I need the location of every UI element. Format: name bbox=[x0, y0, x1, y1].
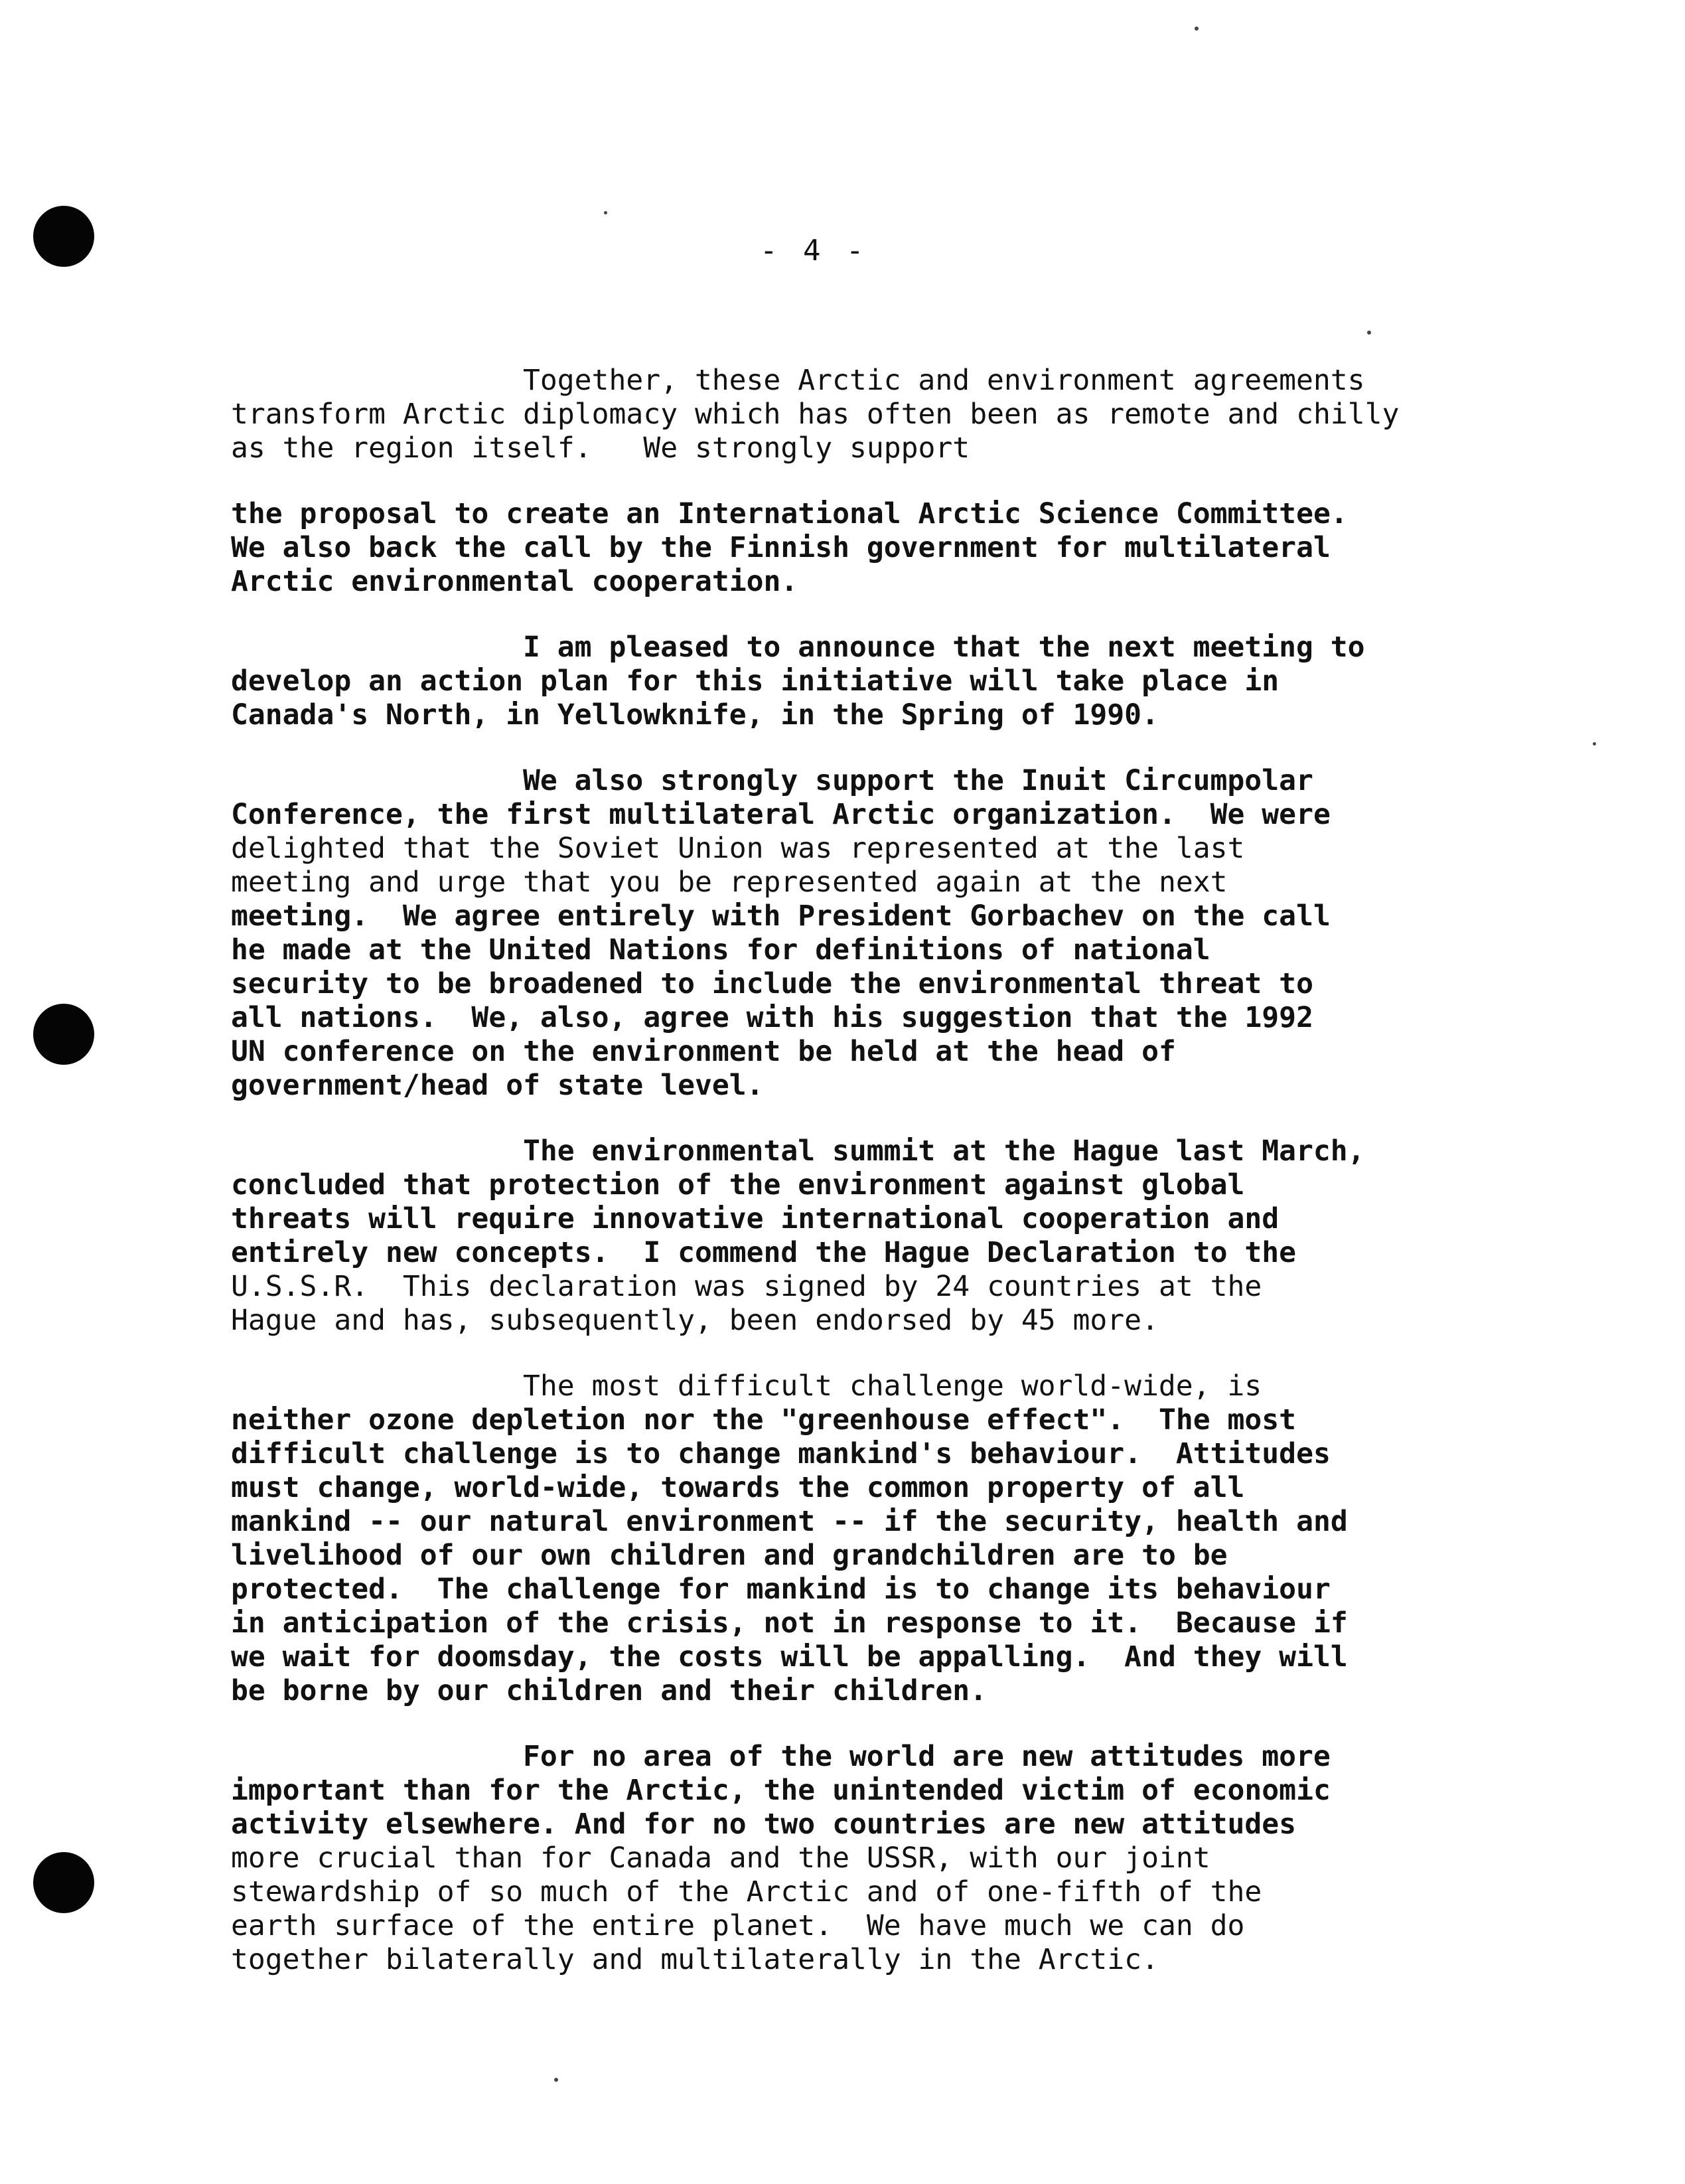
text-line: government/head of state level. bbox=[231, 1069, 764, 1102]
text-line: stewardship of so much of the Arctic and of one-fifth of the bbox=[231, 1875, 1262, 1909]
text-line: neither ozone depletion nor the "greenhouse effect". The most bbox=[231, 1403, 1297, 1437]
paragraph-science-committee bbox=[231, 497, 1532, 599]
text-line: UN conference on the environment be held at the head of bbox=[231, 1035, 1176, 1068]
scan-speck bbox=[554, 2078, 558, 2082]
text-line: more crucial than for Canada and the USSR, with our joint bbox=[231, 1841, 1210, 1875]
text-line: important than for the Arctic, the unintended victim of economic bbox=[231, 1774, 1331, 1807]
text-line: meeting. We agree entirely with President Gorbachev on the call bbox=[231, 899, 1331, 933]
text-line: he made at the United Nations for definitions of national bbox=[231, 933, 1210, 967]
text-line: Canada's North, in Yellowknife, in the Spring of 1990. bbox=[231, 698, 1159, 732]
text-line: develop an action plan for this initiative will take place in bbox=[231, 664, 1280, 698]
page-number: - 4 - bbox=[760, 234, 868, 268]
text-line: we wait for doomsday, the costs will be appalling. And they will bbox=[231, 1640, 1348, 1674]
paragraph-arctic-agreements bbox=[231, 364, 1532, 465]
text-line: security to be broadened to include the environmental threat to bbox=[231, 967, 1313, 1000]
text-line: We also back the call by the Finnish government for multilateral bbox=[231, 531, 1331, 564]
text-line: mankind -- our natural environment -- if the security, health and bbox=[231, 1505, 1348, 1538]
paragraph-inuit-conference bbox=[231, 764, 1532, 1103]
text-line: Arctic environmental cooperation. bbox=[231, 565, 798, 598]
text-line: delighted that the Soviet Union was represented at the last bbox=[231, 832, 1245, 865]
text-line: Conference, the first multilateral Arctic organization. We were bbox=[231, 798, 1331, 831]
text-line: entirely new concepts. I commend the Hague Declaration to the bbox=[231, 1236, 1297, 1269]
text-line: as the region itself. We strongly support bbox=[231, 431, 970, 465]
paragraph-next-meeting bbox=[231, 631, 1532, 732]
text-line: For no area of the world are new attitudes more bbox=[523, 1740, 1331, 1773]
scan-speck bbox=[1195, 27, 1199, 31]
text-line: activity elsewhere. And for no two countries are new attitudes bbox=[231, 1808, 1297, 1841]
scan-speck bbox=[1593, 742, 1596, 745]
scan-speck bbox=[1367, 331, 1371, 335]
text-line: Together, these Arctic and environment agreements bbox=[523, 364, 1365, 397]
text-line: concluded that protection of the environment against global bbox=[231, 1168, 1245, 1202]
text-line: be borne by our children and their children. bbox=[231, 1674, 988, 1707]
text-line: difficult challenge is to change mankind's behaviour. Attitudes bbox=[231, 1437, 1331, 1470]
text-line: Hague and has, subsequently, been endorsed by 45 more. bbox=[231, 1304, 1159, 1337]
text-line: livelihood of our own children and grandchildren are to be bbox=[231, 1539, 1228, 1572]
paragraph-difficult-challenge bbox=[231, 1369, 1532, 1708]
binder-hole-middle bbox=[33, 1004, 94, 1065]
paragraph-new-attitudes bbox=[231, 1740, 1532, 1977]
text-line: must change, world-wide, towards the common property of all bbox=[231, 1471, 1245, 1504]
text-line: transform Arctic diplomacy which has often been as remote and chilly bbox=[231, 398, 1400, 431]
text-line: all nations. We, also, agree with his suggestion that the 1992 bbox=[231, 1001, 1313, 1034]
text-line: threats will require innovative international cooperation and bbox=[231, 1202, 1280, 1235]
text-line: protected. The challenge for mankind is to change its behaviour bbox=[231, 1573, 1331, 1606]
text-line: I am pleased to announce that the next meeting to bbox=[523, 631, 1365, 664]
text-line: meeting and urge that you be represented again at the next bbox=[231, 866, 1228, 899]
text-line: in anticipation of the crisis, not in response to it. Because if bbox=[231, 1606, 1348, 1640]
binder-hole-bottom bbox=[33, 1852, 94, 1913]
text-line: together bilaterally and multilaterally in the Arctic. bbox=[231, 1943, 1159, 1976]
paragraph-hague-summit bbox=[231, 1134, 1532, 1338]
scan-speck bbox=[604, 211, 607, 214]
text-line: The environmental summit at the Hague last March, bbox=[523, 1134, 1365, 1168]
text-line: the proposal to create an International Arctic Science Committee. bbox=[231, 497, 1348, 530]
text-line: earth surface of the entire planet. We have much we can do bbox=[231, 1909, 1245, 1942]
document-body bbox=[231, 364, 1532, 2009]
text-line: The most difficult challenge world-wide, is bbox=[523, 1369, 1262, 1403]
text-line: U.S.S.R. This declaration was signed by 24 countries at the bbox=[231, 1270, 1262, 1303]
text-line: We also strongly support the Inuit Circumpolar bbox=[523, 764, 1313, 797]
binder-hole-top bbox=[33, 206, 94, 267]
